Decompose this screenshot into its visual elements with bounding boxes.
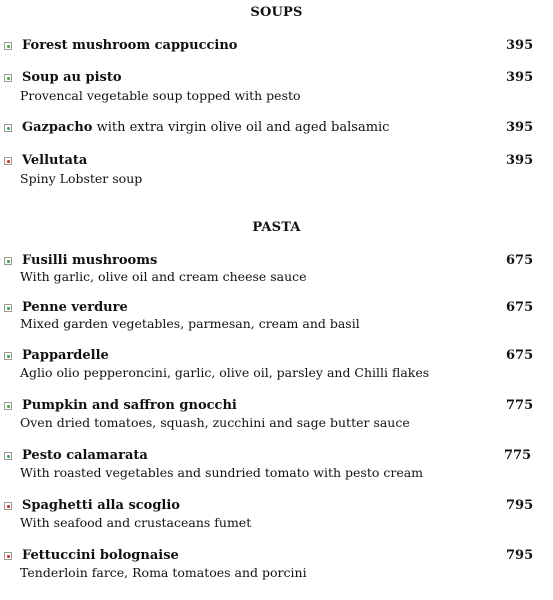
item-name: Soup au pisto <box>22 70 122 85</box>
menu-item <box>0 70 553 103</box>
menu-item <box>0 348 553 380</box>
menu-item <box>0 498 553 530</box>
menu-item <box>0 253 553 284</box>
veg-indicator-icon <box>4 42 12 50</box>
item-description: With roasted vegetables and sundried tomato with pesto cream <box>20 465 424 480</box>
veg-indicator-icon <box>4 352 12 360</box>
item-name: Pappardelle <box>22 348 109 363</box>
section-title-pasta: PASTA <box>252 220 301 235</box>
item-price: 795 <box>506 498 534 513</box>
item-name: Fettuccini bolognaise <box>22 548 179 563</box>
item-price: 675 <box>506 300 534 315</box>
veg-indicator-icon <box>4 74 12 82</box>
item-price: 395 <box>506 70 534 85</box>
item-name: Fusilli mushrooms <box>22 253 158 268</box>
item-name: Spaghetti alla scoglio <box>22 498 180 513</box>
menu-item <box>0 448 553 480</box>
veg-indicator-icon <box>4 402 12 410</box>
item-price: 395 <box>506 120 534 135</box>
veg-indicator-icon <box>4 257 12 265</box>
menu-item <box>0 398 553 430</box>
item-price: 675 <box>506 253 534 268</box>
item-description: Spiny Lobster soup <box>20 171 143 186</box>
item-name: Forest mushroom cappuccino <box>22 38 238 53</box>
item-price: 775 <box>504 448 532 463</box>
menu-item <box>0 300 553 331</box>
item-description: With seafood and crustaceans fumet <box>20 515 252 530</box>
item-name-suffix: with extra virgin olive oil and aged balsamic <box>92 120 390 135</box>
menu-item <box>0 153 553 186</box>
menu-item <box>0 38 553 55</box>
item-description: Provencal vegetable soup topped with pesto <box>20 88 301 103</box>
item-name: Penne verdure <box>22 300 128 315</box>
menu-item <box>0 548 553 580</box>
item-description: Mixed garden vegetables, parmesan, cream and basil <box>20 316 360 331</box>
item-price: 775 <box>506 398 534 413</box>
veg-indicator-icon <box>4 452 12 460</box>
item-name: Pumpkin and saffron gnocchi <box>22 398 237 413</box>
item-name: Pesto calamarata <box>22 448 148 463</box>
item-description: Tenderloin farce, Roma tomatoes and porcini <box>20 565 307 580</box>
item-price: 675 <box>506 348 534 363</box>
nonveg-indicator-icon <box>4 157 12 165</box>
item-price: 395 <box>506 153 534 168</box>
item-description: Oven dried tomatoes, squash, zucchini and sage butter sauce <box>20 415 410 430</box>
item-name: Gazpacho <box>22 120 93 135</box>
section-title-soups: SOUPS <box>250 5 303 20</box>
item-price: 395 <box>506 38 534 53</box>
veg-indicator-icon <box>4 304 12 312</box>
item-description: With garlic, olive oil and cream cheese sauce <box>20 269 307 284</box>
item-price: 795 <box>506 548 534 563</box>
nonveg-indicator-icon <box>4 502 12 510</box>
nonveg-indicator-icon <box>4 552 12 560</box>
item-description: Aglio olio pepperoncini, garlic, olive oil, parsley and Chilli flakes <box>20 365 430 380</box>
veg-indicator-icon <box>4 124 12 132</box>
menu-item <box>0 120 553 137</box>
item-name: Vellutata <box>22 153 88 168</box>
